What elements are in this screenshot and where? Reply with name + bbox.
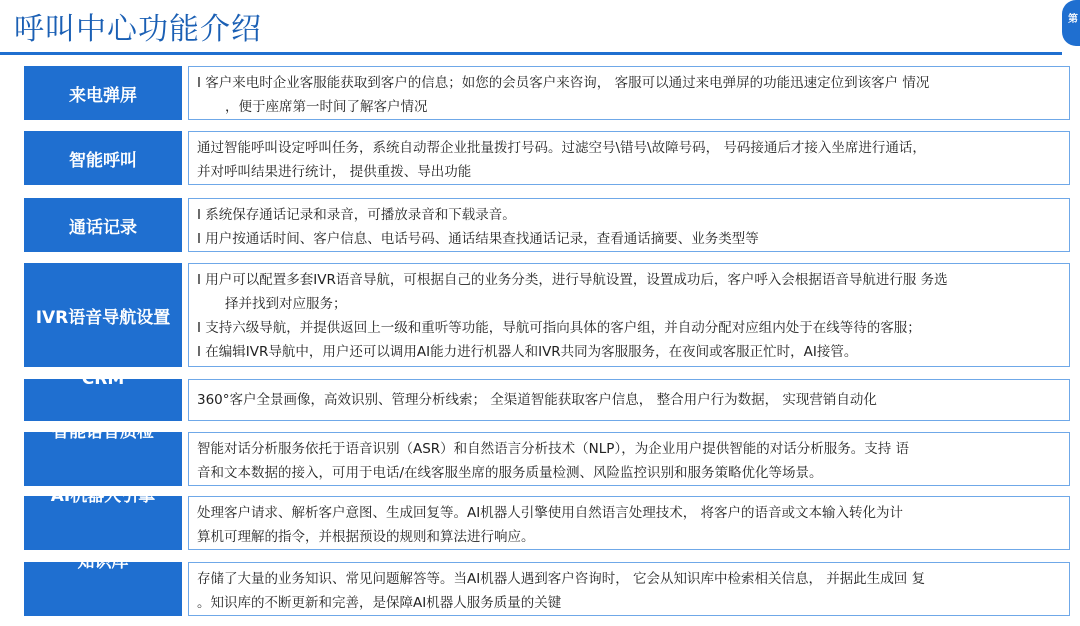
feature-description [188,379,1070,421]
description-line: I 用户可以配置多套IVR语音导航，可根据自己的业务分类，进行导航设置，设置成功后，客户呼入会根据语音导航进行服 务选 [197,272,948,288]
description-line: 音和文本数据的接入，可用于电话/在线客服坐席的服务质量检测、风险监控识别和服务策略优化等场景。 [197,465,823,481]
description-line: 360°客户全景画像，高效识别、管理分析线索； 全渠道智能获取客户信息， 整合用户行为数据， 实现营销自动化 [197,392,877,408]
description-line: 存储了大量的业务知识、常见问题解答等。当AI机器人遇到客户咨询时， 它会从知识库中检索相关信息， 并据此生成回 复 [197,571,926,587]
description-line: ，便于座席第一时间了解客户情况 [225,99,428,115]
description-line: I 系统保存通话记录和录音，可播放录音和下载录音。 [197,207,516,223]
description-line: I 支持六级导航，并提供返回上一级和重听等功能，导航可指向具体的客户组，并自动分配对应组内处于在线等待的客服； [197,320,921,336]
feature-description [188,496,1070,550]
feature-label-text: IVR语音导航设置 [35,307,171,328]
feature-row-smart-call [24,131,1070,185]
page-title: 呼叫中心功能介绍 [14,12,262,47]
feature-label-text: 智能呼叫 [69,150,137,171]
feature-label [24,131,182,185]
description-line: I 客户来电时企业客服能获取到客户的信息；如您的会员客户来咨询， 客服可以通过来电弹屏的功能迅速定位到该客户 情况 [197,75,930,91]
description-line: 并对呼叫结果进行统计， 提供重拨、导出功能 [197,164,472,180]
feature-label [24,198,182,252]
feature-label [24,66,182,120]
feature-label-text: 通话记录 [69,217,137,238]
description-line: 择并找到对应服务； [225,296,347,312]
title-divider [0,52,1062,55]
description-line: 。知识库的不断更新和完善，是保障AI机器人服务质量的关键 [197,595,562,611]
feature-label-text: AI机器人引擎 [50,486,156,506]
feature-row-voice-qc [24,422,1070,486]
feature-row-incoming-popup [24,66,1070,120]
feature-row-ai-engine [24,486,1070,550]
feature-label-text: CRM [81,369,125,389]
page-tab-label: 第 [1068,14,1078,25]
feature-description [188,131,1070,185]
description-line: 处理客户请求、解析客户意图、生成回复等。AI机器人引擎使用自然语言处理技术， 将客户的语音或文本输入转化为计 [197,505,904,521]
description-line: 通过智能呼叫设定呼叫任务，系统自动帮企业批量拨打号码。过滤空号\错号\故障号码， 号码接通后才接入坐席进行通话， [197,140,926,156]
feature-label [24,422,182,486]
feature-label-text: 智能语音质检 [52,422,154,442]
feature-row-ivr [24,263,1070,367]
description-line: I 在编辑IVR导航中，用户还可以调用AI能力进行机器人和IVR共同为客服服务，在夜间或客服正忙时，AI接管。 [197,344,858,360]
description-line: 智能对话分析服务依托于语音识别（ASR）和自然语言分析技术（NLP），为企业用户提供智能的对话分析服务。支持 语 [197,441,909,457]
feature-label-text: 来电弹屏 [69,85,137,106]
feature-label-text: 知识库 [77,552,129,572]
feature-row-crm [24,369,1070,421]
feature-row-knowledge-base [24,552,1070,616]
feature-label [24,263,182,367]
description-line: 算机可理解的指令，并根据预设的规则和算法进行响应。 [197,529,535,545]
feature-description [188,198,1070,252]
feature-description [188,562,1070,616]
page-number-tab [1062,0,1080,46]
feature-row-call-records [24,198,1070,252]
feature-label [24,486,182,550]
feature-label [24,552,182,616]
feature-description [188,432,1070,486]
description-line: I 用户按通话时间、客户信息、电话号码、通话结果查找通话记录，查看通话摘要、业务类型等 [197,231,759,247]
feature-label [24,369,182,421]
feature-description [188,66,1070,120]
feature-description [188,263,1070,367]
